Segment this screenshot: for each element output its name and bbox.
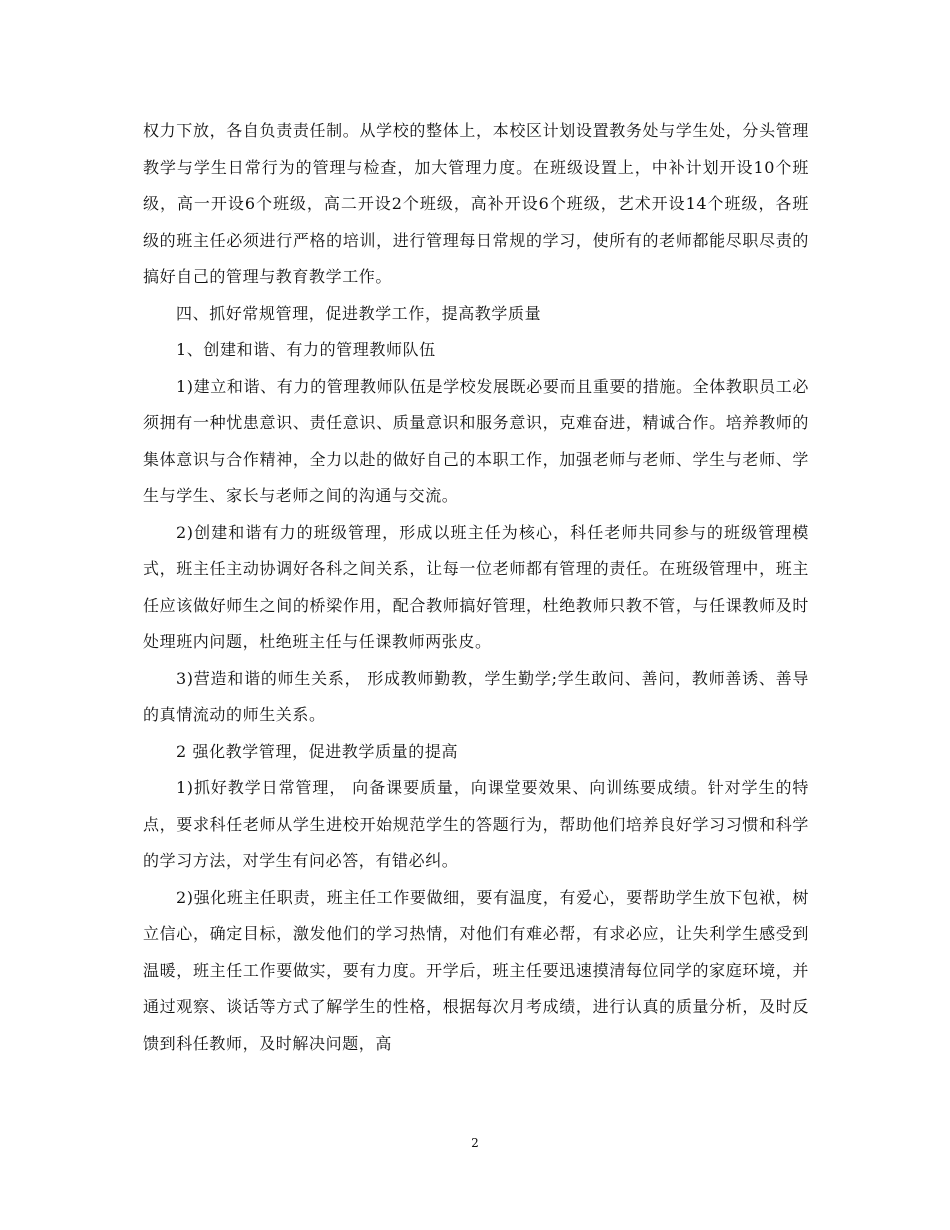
paragraph-1-2: 2)创建和谐有力的班级管理，形成以班主任为核心，科任老师共同参与的班级管理模式，班主任主动协调好各科之间关系，让每一位老师都有管理的责任。在班级管理中，班主任应该做好师生之间的桥梁作用，配合教师搞好管理，杜绝教师只教不管，与任课教师及时处理班内问题，杜绝班主任与任课教师两张皮。 bbox=[143, 522, 809, 651]
paragraph-2-2: 2)强化班主任职责，班主任工作要做细，要有温度，有爱心，要帮助学生放下包袱，树立信心，确定目标，激发他们的学习热情，对他们有难必帮，有求必应，让失利学生感受到温暖，班主任工作要做实，要有力度。开学后，班主任要迅速摸清每位同学的家庭环境，并通过观察、谈话等方式了解学生的性格，根据每次月考成绩，进行认真的质量分析，及时反馈到科任教师，及时解决问题，高 bbox=[143, 887, 809, 1053]
paragraph-1-3: 3)营造和谐的师生关系， 形成教师勤教，学生勤学;学生敢问、善问，教师善诱、善导的真情流动的师生关系。 bbox=[143, 668, 809, 724]
paragraph-continued: 权力下放，各自负责责任制。从学校的整体上，本校区计划设置教务处与学生处，分头管理教学与学生日常行为的管理与检查，加大管理力度。在班级设置上，中补计划开设10个班级，高一开设6个班级，高二开设2个班级，高补开设6个班级，艺术开设14个班级，各班级的班主任必须进行严格的培训，进行管理每日常规的学习，使所有的老师都能尽职尽责的搞好自己的管理与教育教学工作。 bbox=[143, 121, 809, 286]
section-heading-four: 四、抓好常规管理，促进教学工作，提高教学质量 bbox=[176, 303, 542, 323]
document-body bbox=[143, 113, 809, 1062]
page-number: 2 bbox=[471, 1136, 479, 1150]
subheading-2: 2 强化教学管理，促进教学质量的提高 bbox=[176, 741, 459, 761]
subheading-1: 1、创建和谐、有力的管理教师队伍 bbox=[176, 340, 436, 359]
paragraph-2-1: 1)抓好教学日常管理， 向备课要质量，向课堂要效果、向训练要成绩。针对学生的特点，要求科任老师从学生进校开始规范学生的答题行为，帮助他们培养良好学习习惯和科学的学习方法，对学生有问必答，有错必纠。 bbox=[143, 778, 809, 870]
paragraph-1-1: 1)建立和谐、有力的管理教师队伍是学校发展既必要而且重要的措施。全体教职员工必须拥有一种忧患意识、责任意识、质量意识和服务意识，克难奋进，精诚合作。培养教师的集体意识与合作精神，全力以赴的做好自己的本职工作，加强老师与老师、学生与老师、学生与学生、家长与老师之间的沟通与交流。 bbox=[143, 376, 809, 505]
